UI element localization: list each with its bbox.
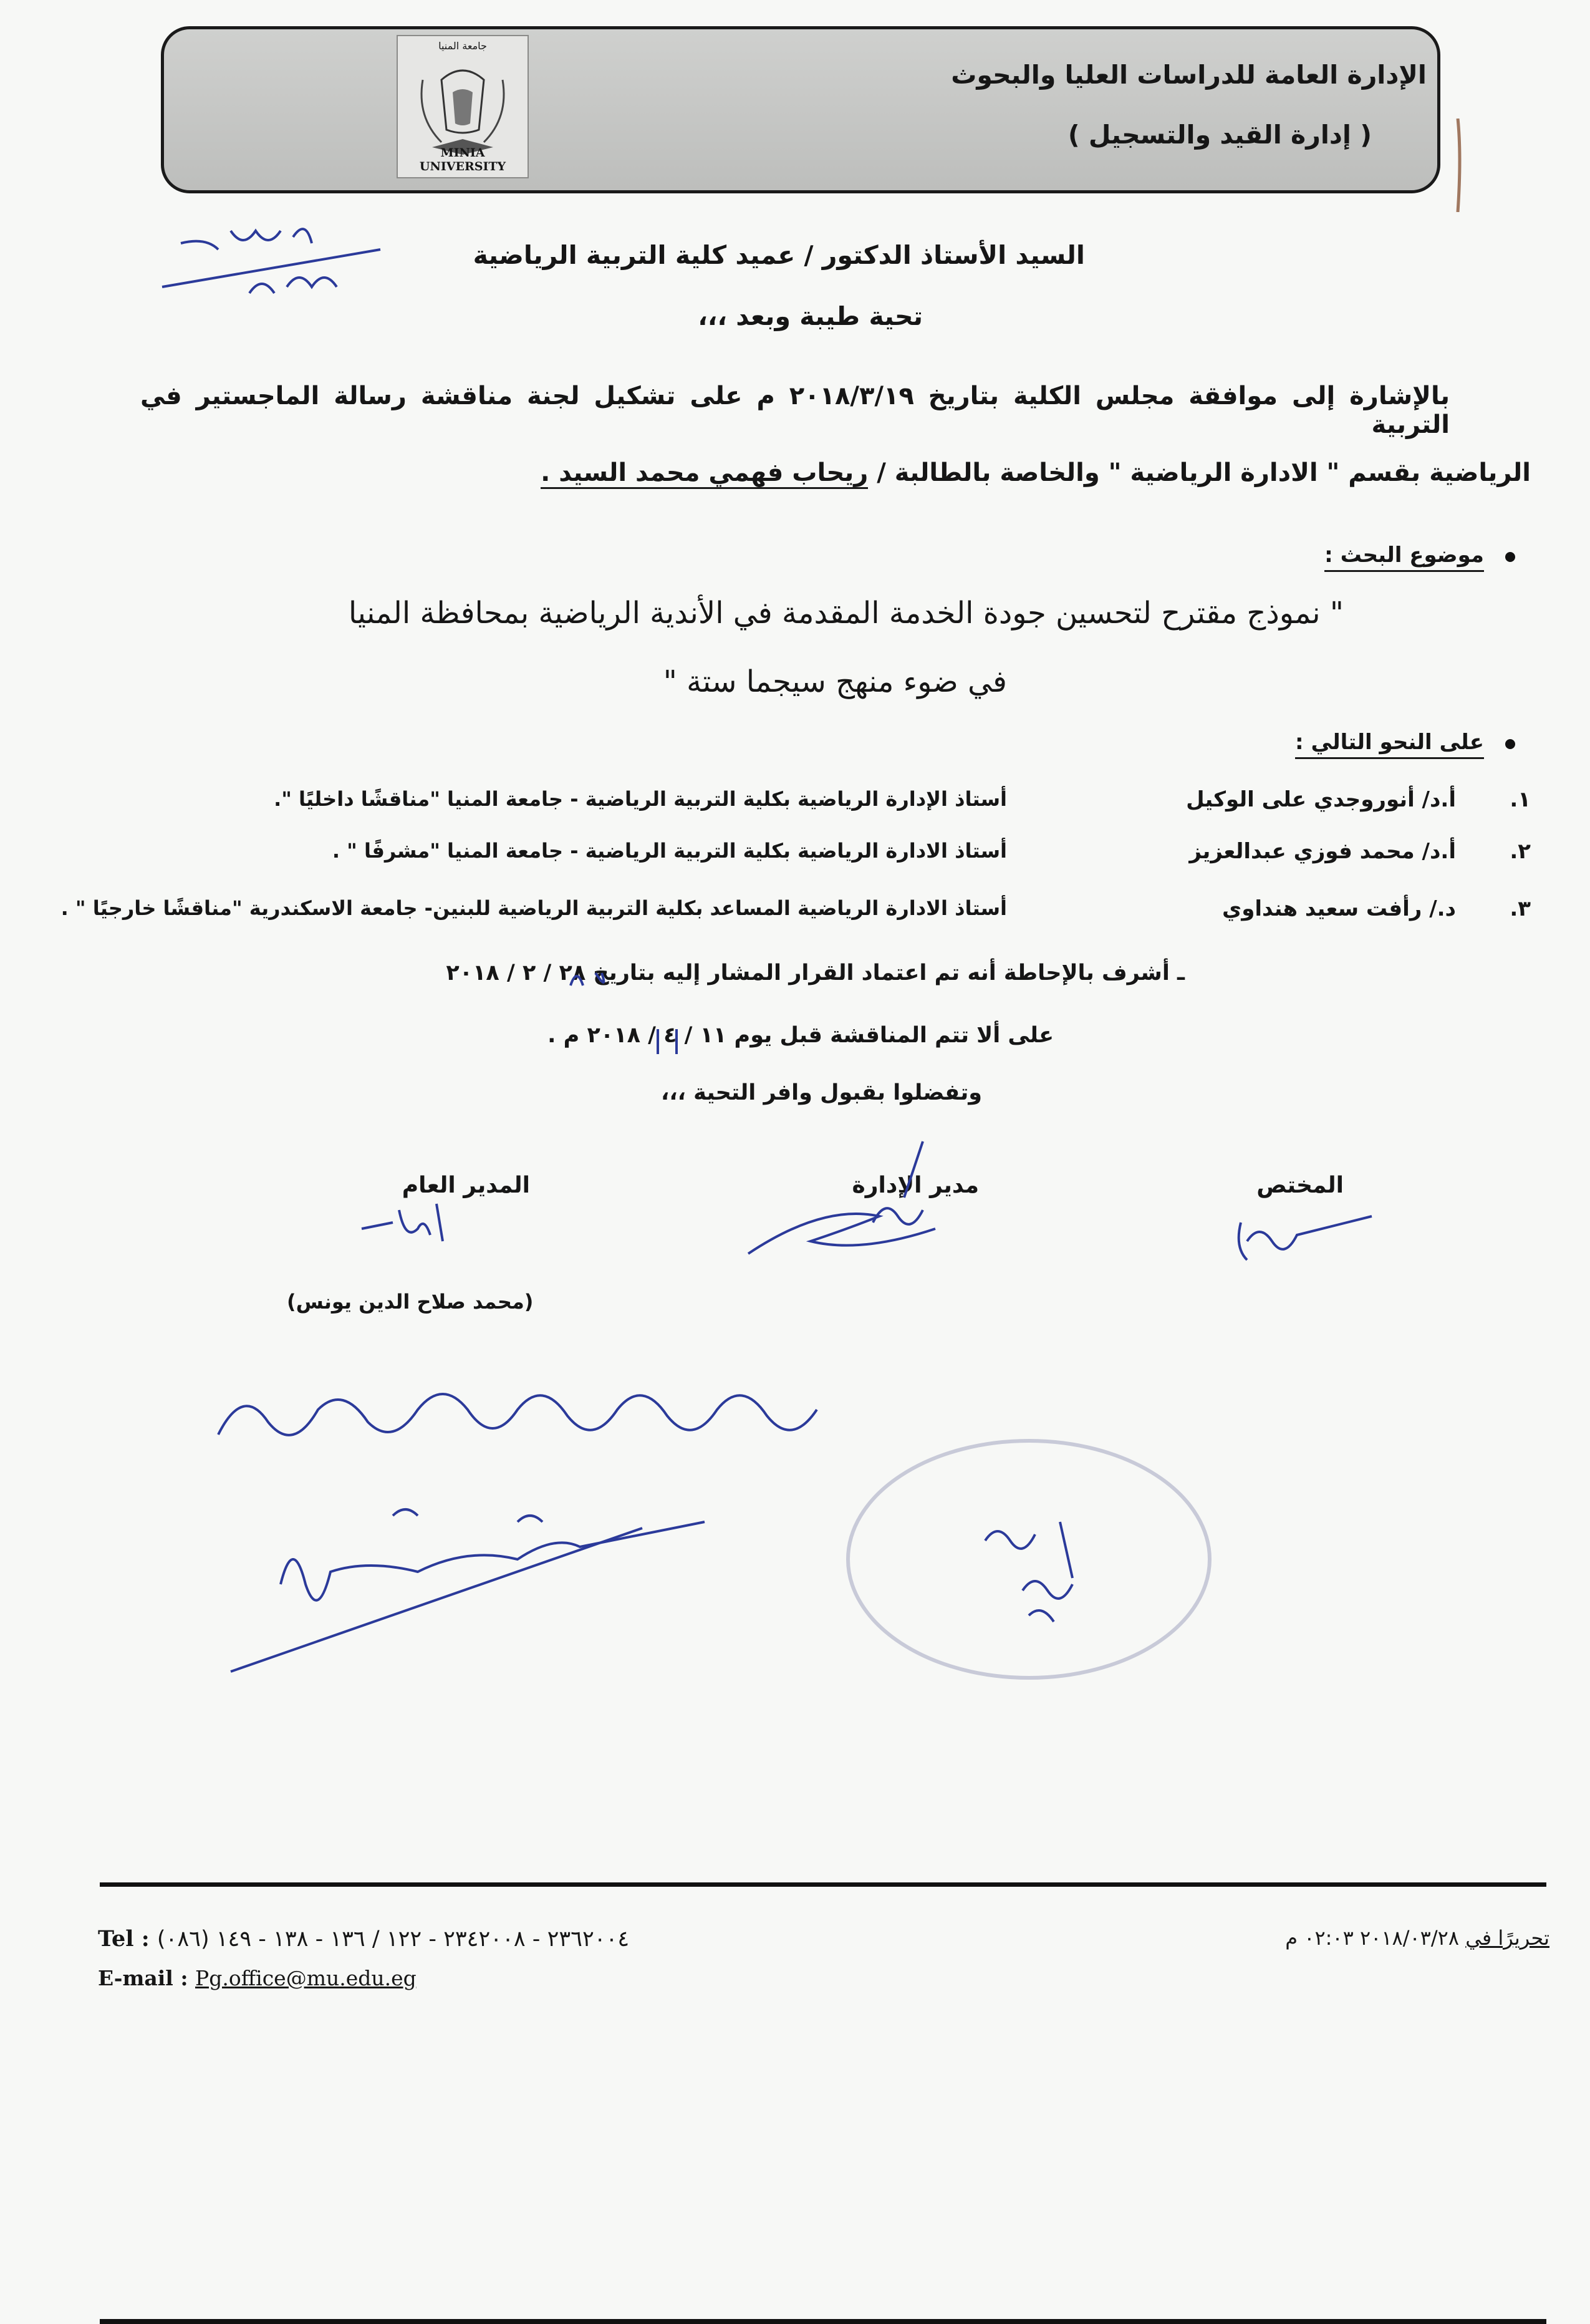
paragraph-line-1: بالإشارة إلى موافقة مجلس الكلية بتاريخ ٢٠١٨/٣/١٩ م على تشكيل لجنة مناقشة رسالة الماجستير في التربية	[140, 382, 1450, 439]
footer-line-true	[100, 2319, 1546, 2323]
member-name: د./ رأفت سعيد هنداوي	[1222, 896, 1456, 921]
tel-label: Tel :	[98, 1926, 150, 1952]
staple-pin	[1453, 119, 1463, 212]
member-number: ٢.	[1510, 839, 1531, 864]
general-manager-title: المدير العام	[402, 1173, 530, 1198]
email-link[interactable]: Pg.office@mu.edu.eg	[195, 1966, 417, 1990]
greeting-line: تحية طيبة وبعد ،،،	[698, 301, 923, 331]
handwritten-day-28	[564, 961, 639, 998]
subject-heading: موضوع البحث :	[1324, 543, 1484, 572]
member-role: أستاذ الادارة الرياضية المساعد بكلية التربية الرياضية للبنين- جامعة الاسكندرية "مناقشًا خارجيًا " .	[60, 896, 1007, 920]
general-manager-signature	[349, 1191, 474, 1266]
faint-stamp-mark	[836, 1428, 1222, 1690]
footer-tel	[98, 1926, 629, 1952]
footer-email	[98, 1966, 417, 1990]
deadline-line: على ألا تتم المناقشة قبل يوم ١١ / ٤ / ٢٠١٨ م .	[547, 1023, 1054, 1048]
member-role: أستاذ الادارة الرياضية بكلية التربية الرياضية - جامعة المنيا "مشرفًا " .	[332, 839, 1007, 863]
bullet-icon	[1505, 552, 1515, 562]
addressee-line: السيد الأستاذ الدكتور / عميد كلية التربية الرياضية	[473, 240, 1085, 270]
member-role: أستاذ الإدارة الرياضية بكلية التربية الرياضية - جامعة المنيا "مناقشًا داخليًا ".	[274, 787, 1007, 811]
specialist-title: المختص	[1256, 1173, 1344, 1198]
member-number: ١.	[1510, 787, 1531, 812]
header-box	[161, 26, 1440, 193]
admin-manager-title: مدير الإدارة	[852, 1173, 979, 1198]
handwritten-day-11	[648, 1023, 692, 1060]
member-name: أ.د/ أنوروجدي على الوكيل	[1186, 787, 1456, 812]
general-manager-name: (محمد صلاح الدين يونس)	[287, 1290, 534, 1314]
email-label: E-mail :	[98, 1966, 188, 1990]
handwritten-reference-mark	[156, 206, 393, 306]
header-title: الإدارة العامة للدراسات العليا والبحوث	[951, 60, 1427, 90]
paragraph-line-2	[541, 458, 1531, 487]
header-subtitle: ( إدارة القيد والتسجيل )	[1067, 120, 1372, 150]
admin-manager-signature	[736, 1135, 960, 1272]
date-value: ٢٠١٨/٠٣/٢٨ ٠٢:٠٣ م	[1285, 1926, 1460, 1950]
university-logo	[397, 35, 529, 178]
logo-arabic-text: جامعة المنيا	[438, 40, 487, 52]
specialist-signature	[1222, 1204, 1384, 1272]
footer-horizontal-rule	[100, 1882, 1546, 1887]
logo-text: MINIA UNIVERSITY	[419, 146, 506, 173]
tel-value: (٠٨٦) ٢٣٦٢٠٠٤ - ٢٣٤٢٠٠٨ - ١٢٢ / ١٣٦ - ١٣٨ - ١٤٩	[157, 1927, 630, 1952]
student-name: ريحاب فهمي محمد السيد .	[541, 458, 868, 489]
subject-title-line-2: في ضوء منهج سيجما ستة "	[663, 664, 1007, 699]
member-number: ٣.	[1510, 896, 1531, 921]
bullet-icon	[1505, 739, 1515, 749]
member-name: أ.د/ محمد فوزي عبدالعزيز	[1189, 839, 1456, 864]
subject-title-line-1: " نموذج مقترح لتحسين جودة الخدمة المقدمة في الأندية الرياضية بمحافظة المنيا	[348, 596, 1344, 631]
footer-date	[1285, 1926, 1549, 1950]
approval-line: ـ أشرف بالإحاطة أنه تم اعتماد القرار المشار إليه بتاريخ ٢٨ / ٢ / ٢٠١٨	[446, 961, 1185, 985]
committee-heading: على النحو التالي :	[1295, 730, 1484, 759]
closing-line: وتفضلوا بقبول وافر التحية ،،،	[661, 1080, 982, 1105]
date-label: تحريرًا في	[1465, 1926, 1549, 1950]
paragraph-line-2-prefix: الرياضية بقسم " الادارة الرياضية " والخاصة بالطالبة /	[868, 458, 1531, 487]
